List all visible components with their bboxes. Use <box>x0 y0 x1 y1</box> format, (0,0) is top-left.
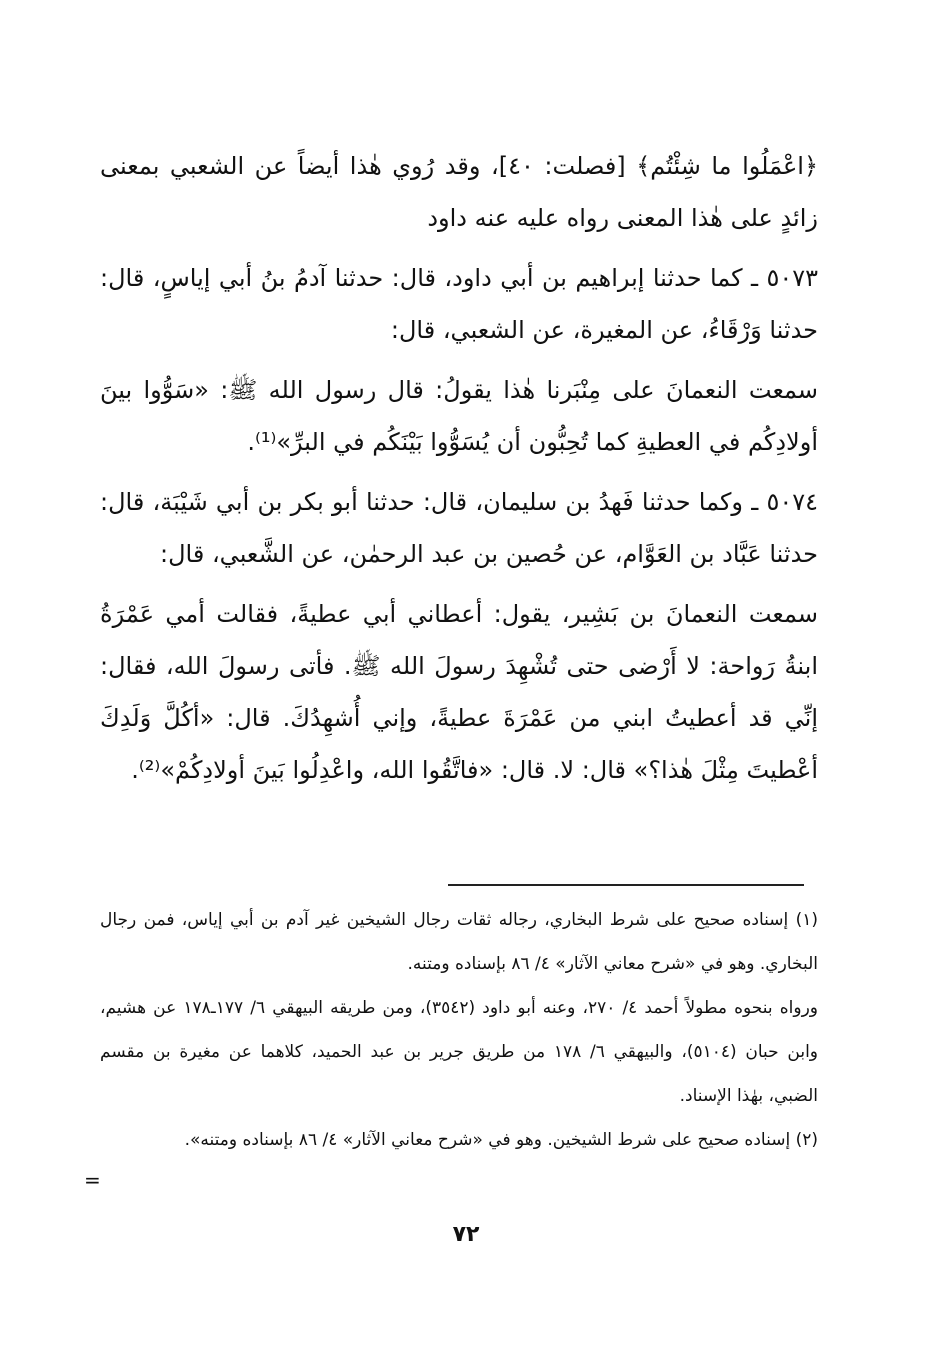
footnote-1-continued: ورواه بنحوه مطولاً أحمد ٤/ ٢٧٠، وعنه أبو داود (٣٥٤٢)، ومن طريقه البيهقي ٦/ ١٧٧ـ١٧٨ عن هشيم، وابن حبان (٥١٠٤)، والبيهقي ٦/ ١٧٨ من طريق جرير بن عبد الحميد، كلاهما عن مغيرة بن مقسم الضبي، بهٰذا الإسناد. <box>100 998 818 1106</box>
page-number: ٧٢ <box>452 1222 480 1247</box>
continuation-mark: = <box>84 1168 101 1192</box>
footnote-divider <box>448 884 804 886</box>
paragraph-hadith-5074: ٥٠٧٤ ـ وكما حدثنا فَهدُ بن سليمان، قال: حدثنا أبو بكر بن أبي شَيْبَة، قال: حدثنا عَبَّاد بن العَوَّام، عن حُصين بن عبد الرحمٰن، عن الشَّعبي، قال: <box>100 488 818 568</box>
footnote-2: (٢) إسناده صحيح على شرط الشيخين. وهو في «شرح معاني الآثار» ٤/ ٨٦ بإسناده ومتنه». <box>184 1130 818 1150</box>
paragraph-intro: ﴿اعْمَلُوا ما شِئْتُم﴾ [فصلت: ٤٠]، وقد رُوي هٰذا أيضاً عن الشعبي بمعنى زائدٍ على هٰذا المعنى رواه عليه عنه داود <box>100 152 819 232</box>
footnote-1: (١) إسناده صحيح على شرط البخاري، رجاله ثقات رجال الشيخين غير آدم بن أبي إياس، فمن رجال البخاري. وهو في «شرح معاني الآثار» ٤/ ٨٦ بإسناده ومتنه. <box>100 910 818 974</box>
footnotes <box>100 898 818 1162</box>
paragraph-hadith-5073: ٥٠٧٣ ـ كما حدثنا إبراهيم بن أبي داود، قال: حدثنا آدمُ بنُ أبي إياسٍ، قال: حدثنا وَرْقَاءُ، عن المغيرة، عن الشعبي، قال: <box>100 264 818 344</box>
paragraph-hadith-5074-text: سمعت النعمانَ بن بَشِير، يقول: أعطاني أبي عطيةً، فقالت أمي عَمْرَةُ ابنةُ رَواحة: لا أَرْضى حتى تُشْهِدَ رسولَ الله ﷺ. فأتى رسولَ الله، فقال: إنِّي قد أعطيتُ ابني من عَمْرَةَ عطيةً، وإني أُشهِدُكَ. قال: «أكُلَّ وَلَدِكَ أعْطيتَ مِثْلَ هٰذا؟» قال: لا. قال: «فاتَّقُوا الله، واعْدِلُوا بَينَ أولادِكُمْ»⁽²⁾. <box>100 600 818 784</box>
paragraph-hadith-5073-text: سمعت النعمانَ على مِنْبَرنا هٰذا يقولُ: قال رسول الله ﷺ: «سَوُّوا بينَ أولادِكُم في العطيةِ كما تُحِبُّون أن يُسَوُّوا بَيْنَكُم في البرِّ»⁽¹⁾. <box>100 376 818 456</box>
main-text <box>100 140 818 804</box>
